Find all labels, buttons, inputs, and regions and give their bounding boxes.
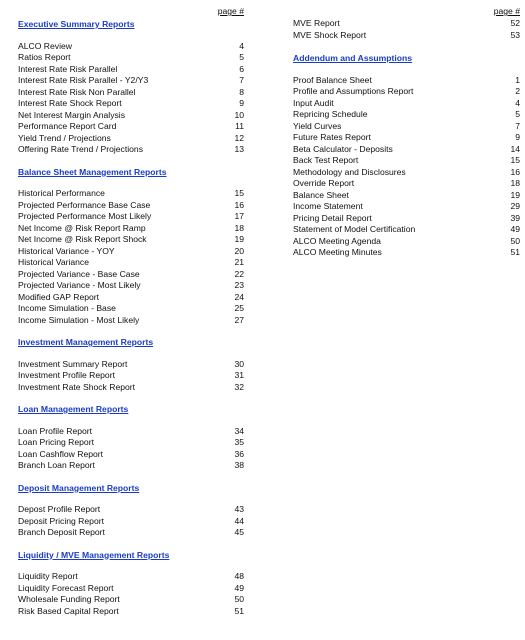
toc-entry	[293, 236, 520, 248]
toc-entry	[293, 167, 520, 179]
toc-entry-page-number: 23	[234, 280, 244, 290]
toc-entry	[293, 213, 520, 225]
toc-entry-label: Loan Pricing Report	[18, 437, 94, 447]
toc-entry-label: Projected Variance - Most Likely	[18, 280, 141, 290]
toc-entry-page-number: 21	[234, 257, 244, 267]
toc-entry-label: Performance Report Card	[18, 121, 117, 131]
toc-entry-label: Methodology and Disclosures	[293, 166, 406, 177]
toc-entry-label: Depost Profile Report	[18, 504, 101, 514]
toc-entry	[18, 583, 244, 595]
toc-entry-page-number: 7	[239, 75, 244, 85]
toc-entry	[18, 594, 244, 606]
toc-entry-label: Wholesale Funding Report	[18, 594, 120, 604]
report-section	[18, 167, 244, 327]
toc-entry-label: Interest Rate Shock Report	[18, 98, 122, 108]
toc-entry	[18, 98, 244, 110]
toc-entry-page-number: 43	[234, 504, 244, 514]
toc-entry-label: ALCO Review	[18, 40, 72, 51]
toc-entry	[18, 504, 244, 516]
section-heading-link[interactable]: Executive Summary Reports	[18, 19, 135, 29]
toc-entry	[293, 190, 520, 202]
toc-entry-label: Branch Loan Report	[18, 460, 95, 470]
left-section-list	[18, 8, 244, 623]
toc-entry	[18, 527, 244, 539]
toc-entry	[18, 75, 244, 87]
toc-entry	[18, 516, 244, 528]
report-section	[18, 337, 244, 393]
toc-entry-page-number: 17	[234, 211, 244, 221]
section-heading-link[interactable]: Deposit Management Reports	[18, 482, 140, 493]
toc-entry-label: Investment Rate Shock Report	[18, 381, 136, 392]
toc-entry-page-number: 49	[234, 582, 244, 593]
toc-entry-page-number: 1	[515, 74, 520, 85]
toc-entry	[18, 41, 244, 53]
toc-entry-page-number: 32	[234, 381, 244, 392]
report-section	[18, 483, 244, 539]
toc-entry	[18, 449, 244, 461]
toc-entry-page-number: 19	[234, 234, 244, 244]
toc-entry	[18, 144, 244, 156]
toc-entry	[18, 382, 244, 394]
toc-entry-label: Yield Curves	[293, 120, 342, 131]
toc-entry-page-number: 50	[510, 235, 520, 246]
toc-entry	[293, 247, 520, 259]
toc-entry-page-number: 29	[510, 201, 520, 211]
toc-entry-label: Income Simulation - Base	[18, 303, 116, 313]
toc-entry-page-number: 14	[510, 143, 520, 154]
toc-entry-page-number: 44	[234, 515, 244, 526]
toc-entry	[293, 178, 520, 190]
toc-entry-label: Investment Summary Report	[18, 358, 128, 369]
toc-entry	[18, 64, 244, 76]
toc-entry	[18, 460, 244, 472]
page-number-header-left: page #	[217, 6, 244, 16]
toc-entry-page-number: 15	[234, 188, 244, 198]
toc-entry-label: Branch Deposit Report	[18, 527, 105, 537]
toc-entry	[293, 201, 520, 213]
toc-entry-label: Profile and Assumptions Report	[293, 86, 414, 96]
toc-entry-label: Yield Trend / Projections	[18, 132, 111, 143]
toc-entry-page-number: 52	[510, 18, 520, 28]
toc-entry-label: Historical Variance	[18, 257, 90, 267]
toc-entry-label: Income Statement	[293, 201, 363, 211]
section-heading-link[interactable]: Balance Sheet Management Reports	[18, 166, 167, 177]
toc-entry-label: Ratios Report	[18, 52, 71, 62]
toc-entry-page-number: 25	[234, 303, 244, 313]
toc-entry-label: ALCO Meeting Minutes	[293, 247, 382, 257]
toc-entry	[18, 437, 244, 449]
toc-entry	[18, 426, 244, 438]
section-heading-link[interactable]: Liquidity / MVE Management Reports	[18, 549, 170, 560]
toc-entry-page-number: 7	[515, 120, 520, 131]
toc-entry-page-number: 30	[234, 358, 244, 369]
report-section	[18, 19, 244, 156]
toc-entry	[293, 121, 520, 133]
toc-entry-page-number: 4	[515, 97, 520, 108]
toc-entry-page-number: 6	[239, 63, 244, 74]
toc-entry-label: Deposit Pricing Report	[18, 515, 104, 526]
toc-entry-label: Future Rates Report	[293, 132, 371, 142]
toc-entry-page-number: 2	[515, 86, 520, 96]
report-section	[18, 550, 244, 618]
toc-entry-page-number: 20	[234, 245, 244, 256]
toc-entry	[18, 110, 244, 122]
toc-entry-page-number: 9	[515, 132, 520, 142]
toc-entry-page-number: 24	[234, 291, 244, 302]
toc-entry-page-number: 39	[510, 212, 520, 223]
toc-entry-label: Statement of Model Certification	[293, 224, 416, 234]
toc-entry-label: Modified GAP Report	[18, 291, 100, 302]
toc-entry-page-number: 16	[234, 199, 244, 210]
toc-entry	[18, 571, 244, 583]
toc-entry-label: Repricing Schedule	[293, 109, 368, 119]
right-section-list	[293, 42, 520, 259]
toc-entry	[18, 606, 244, 618]
toc-entry	[18, 121, 244, 133]
toc-entry-page-number: 22	[234, 268, 244, 279]
toc-entry-label: MVE Shock Report	[293, 29, 367, 40]
toc-entry-label: Projected Performance Most Likely	[18, 211, 152, 221]
toc-entry-page-number: 35	[234, 437, 244, 447]
toc-entry-page-number: 31	[234, 370, 244, 380]
toc-entry	[293, 132, 520, 144]
toc-entry-label: Interest Rate Risk Parallel	[18, 63, 118, 74]
toc-entry-label: Liquidity Forecast Report	[18, 582, 114, 593]
toc-entry-label: Input Audit	[293, 97, 334, 108]
toc-entry	[293, 224, 520, 236]
section-heading-link[interactable]: Investment Management Reports	[18, 337, 154, 347]
toc-entry-label: Income Simulation - Most Likely	[18, 314, 140, 325]
toc-entry-page-number: 51	[234, 605, 244, 616]
toc-entry	[293, 155, 520, 167]
toc-entry	[18, 87, 244, 99]
toc-entry-label: Investment Profile Report	[18, 370, 115, 380]
toc-entry	[18, 303, 244, 315]
toc-entry	[293, 18, 520, 30]
toc-entry	[18, 359, 244, 371]
toc-entry	[18, 292, 244, 304]
report-section	[18, 404, 244, 472]
toc-entry	[293, 98, 520, 110]
toc-entry	[18, 315, 244, 327]
toc-entry-label: Override Report	[293, 178, 355, 188]
section-heading-link[interactable]: Addendum and Assumptions	[293, 53, 413, 63]
toc-entry-label: Pricing Detail Report	[293, 212, 372, 223]
toc-entry	[18, 223, 244, 235]
toc-entry	[18, 246, 244, 258]
toc-entry	[18, 370, 244, 382]
toc-entry-label: Proof Balance Sheet	[293, 74, 372, 85]
toc-entry	[293, 75, 520, 87]
toc-entry-label: Projected Variance - Base Case	[18, 268, 140, 279]
toc-entry	[18, 133, 244, 145]
toc-entry-label: Balance Sheet	[293, 189, 349, 200]
toc-entry-page-number: 51	[510, 247, 520, 257]
right-top-list	[293, 18, 520, 41]
toc-entry-page-number: 34	[234, 425, 244, 436]
toc-entry	[18, 257, 244, 269]
toc-entry	[293, 30, 520, 42]
toc-entry-page-number: 45	[234, 527, 244, 537]
toc-entry-page-number: 38	[234, 460, 244, 470]
toc-entry-page-number: 53	[510, 29, 520, 40]
toc-entry-page-number: 5	[515, 109, 520, 119]
toc-entry-page-number: 19	[510, 189, 520, 200]
toc-entry-label: Net Income @ Risk Report Shock	[18, 234, 147, 244]
toc-entry	[293, 144, 520, 156]
toc-entry-label: Offering Rate Trend / Projections	[18, 144, 143, 154]
toc-entry-label: Loan Cashflow Report	[18, 448, 104, 459]
toc-entry-page-number: 9	[239, 98, 244, 108]
toc-entry	[293, 109, 520, 121]
toc-entry-label: Interest Rate Risk Non Parallel	[18, 86, 136, 97]
toc-entry-label: Historical Performance	[18, 188, 105, 198]
toc-entry-label: Risk Based Capital Report	[18, 605, 119, 616]
toc-entry	[18, 234, 244, 246]
toc-entry-page-number: 12	[234, 132, 244, 143]
toc-entry	[18, 269, 244, 281]
toc-entry-label: MVE Report	[293, 18, 340, 28]
toc-entry	[18, 52, 244, 64]
toc-entry-page-number: 49	[510, 224, 520, 234]
toc-entry	[18, 200, 244, 212]
toc-entry-label: Net Income @ Risk Report Ramp	[18, 222, 146, 233]
toc-entry-label: Historical Variance - YOY	[18, 245, 115, 256]
toc-entry-label: Liquidity Report	[18, 571, 78, 581]
toc-entry-page-number: 15	[510, 155, 520, 165]
toc-entry-page-number: 10	[234, 109, 244, 120]
toc-entry-label: Net Interest Margin Analysis	[18, 109, 125, 120]
toc-entry-page-number: 27	[234, 314, 244, 325]
toc-entry-page-number: 16	[510, 166, 520, 177]
toc-entry-label: ALCO Meeting Agenda	[293, 235, 381, 246]
section-heading-link[interactable]: Loan Management Reports	[18, 404, 129, 414]
toc-entry-page-number: 18	[234, 222, 244, 233]
toc-entry-label: Interest Rate Risk Parallel - Y2/Y3	[18, 75, 149, 85]
toc-entry-page-number: 48	[234, 571, 244, 581]
toc-entry-label: Beta Calculator - Deposits	[293, 143, 393, 154]
toc-entry-page-number: 8	[239, 86, 244, 97]
toc-entry-page-number: 36	[234, 448, 244, 459]
toc-entry	[18, 211, 244, 223]
toc-entry-label: Loan Profile Report	[18, 425, 93, 436]
toc-entry-page-number: 4	[239, 40, 244, 51]
toc-entry-page-number: 11	[235, 121, 244, 131]
toc-entry-page-number: 5	[239, 52, 244, 62]
toc-entry-label: Back Test Report	[293, 155, 359, 165]
toc-entry-label: Projected Performance Base Case	[18, 199, 151, 210]
toc-entry	[293, 86, 520, 98]
toc-entry	[18, 188, 244, 200]
toc-entry-page-number: 13	[234, 144, 244, 154]
toc-entry-page-number: 50	[234, 594, 244, 604]
toc-entry-page-number: 18	[510, 178, 520, 188]
toc-entry	[18, 280, 244, 292]
page-number-header-right: page #	[493, 6, 520, 16]
